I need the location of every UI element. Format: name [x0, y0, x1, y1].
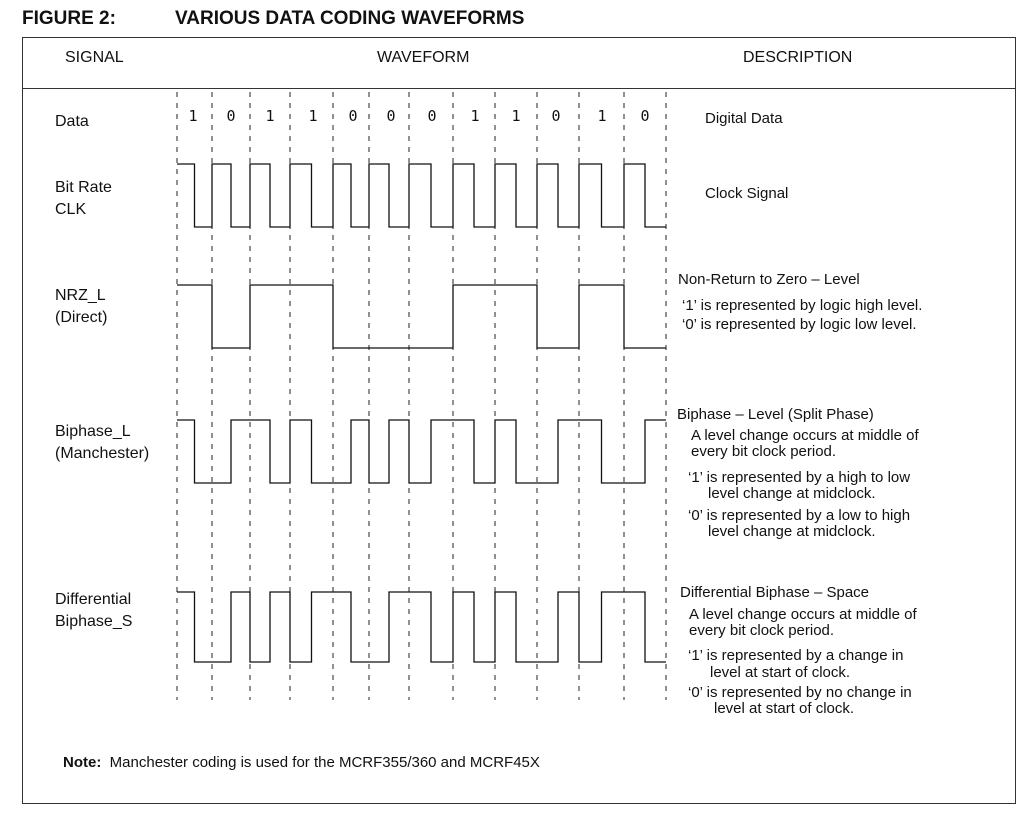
clock-waveform: [177, 164, 666, 227]
data-bit: 0: [348, 107, 358, 125]
desc-biphase-1b: every bit clock period.: [691, 443, 837, 460]
header-signal: SIGNAL: [65, 49, 124, 66]
data-bit: 0: [226, 107, 236, 125]
desc-diff-1b: every bit clock period.: [689, 622, 835, 639]
desc-biphase-title: Biphase – Level (Split Phase): [677, 406, 874, 423]
desc-diff-3a: ‘0’ is represented by no change in: [688, 684, 912, 701]
data-bit: 1: [511, 107, 521, 125]
data-bit: 1: [597, 107, 607, 125]
data-bit: 1: [265, 107, 275, 125]
figure-number: FIGURE 2:: [22, 8, 116, 29]
diff-biphase-waveform: [177, 592, 666, 662]
desc-biphase-3b: level change at midclock.: [708, 523, 876, 540]
signal-biphase-line2: (Manchester): [55, 445, 150, 462]
biphase-waveform: [177, 420, 666, 483]
signal-clock-line1: Bit Rate: [55, 179, 112, 196]
header-description: DESCRIPTION: [743, 49, 853, 66]
desc-biphase-1a: A level change occurs at middle of: [691, 427, 919, 444]
data-bit: 0: [386, 107, 396, 125]
desc-nrz-2: ‘0’ is represented by logic low level.: [682, 316, 917, 333]
data-bit: 0: [551, 107, 561, 125]
desc-biphase-2b: level change at midclock.: [708, 485, 876, 502]
data-bit: 1: [470, 107, 480, 125]
signal-diff-line1: Differential: [55, 591, 132, 608]
nrz-waveform: [177, 285, 666, 348]
signal-data-label: Data: [55, 113, 89, 130]
header-waveform: WAVEFORM: [377, 49, 470, 66]
signal-biphase-line1: Biphase_L: [55, 423, 131, 440]
desc-biphase-2a: ‘1’ is represented by a high to low: [688, 469, 911, 486]
desc-clock: Clock Signal: [705, 185, 789, 202]
desc-diff-2b: level at start of clock.: [710, 664, 851, 681]
desc-diff-3b: level at start of clock.: [714, 700, 855, 717]
desc-diff-title: Differential Biphase – Space: [680, 584, 870, 601]
desc-nrz-1: ‘1’ is represented by logic high level.: [682, 297, 923, 314]
signal-clock-line2: CLK: [55, 201, 87, 218]
data-bit: 1: [188, 107, 198, 125]
signal-nrz-line1: NRZ_L: [55, 287, 106, 304]
figure-title: VARIOUS DATA CODING WAVEFORMS: [175, 8, 525, 29]
signal-nrz-line2: (Direct): [55, 309, 108, 326]
data-bit: 1: [308, 107, 318, 125]
note-label: Note:: [63, 754, 102, 771]
data-bit: 0: [427, 107, 437, 125]
note-text: Manchester coding is used for the MCRF355/360 and MCRF45X: [109, 754, 540, 771]
desc-diff-1a: A level change occurs at middle of: [689, 606, 917, 623]
desc-nrz-title: Non-Return to Zero – Level: [678, 271, 860, 288]
data-bit: 0: [640, 107, 650, 125]
signal-diff-line2: Biphase_S: [55, 613, 133, 630]
desc-data: Digital Data: [705, 110, 783, 127]
desc-biphase-3a: ‘0’ is represented by a low to high: [688, 507, 911, 524]
desc-diff-2a: ‘1’ is represented by a change in: [688, 647, 904, 664]
